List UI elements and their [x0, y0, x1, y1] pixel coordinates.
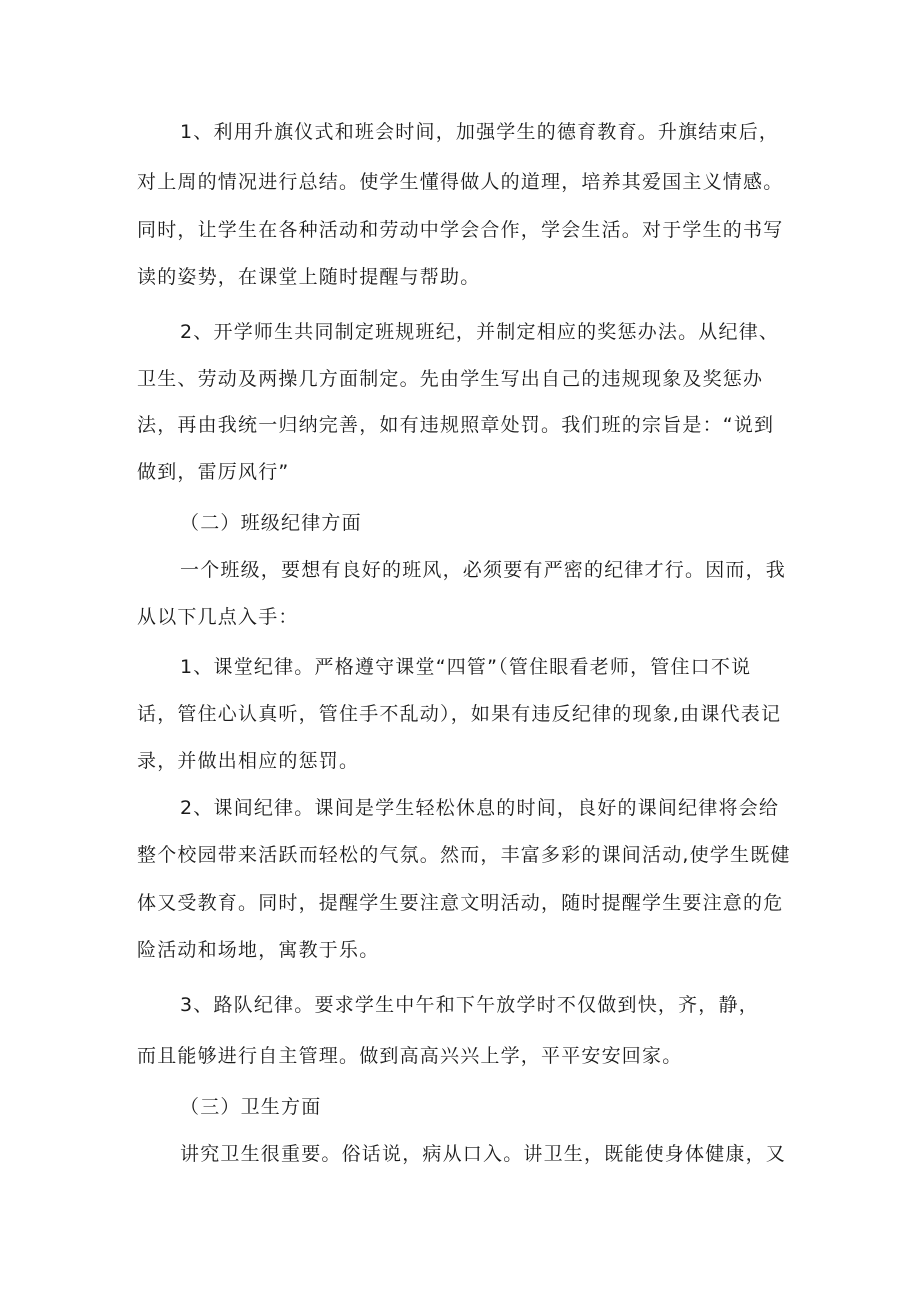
text-line: 3、路队纪律。要求学生中午和下午放学时不仅做到快，齐，静， — [180, 994, 759, 1016]
text-line: 录，并做出相应的惩罚。 — [137, 750, 360, 772]
text-line: 险活动和场地，寓教于乐。 — [137, 939, 380, 961]
text-line: 做到，雷厉风行” — [137, 461, 290, 483]
text-line: 话，管住心认真听，管住手不乱动），如果有违反纪律的现象,由课代表记 — [137, 703, 782, 725]
text-line: 1、课堂纪律。严格遵守课堂“四管”（管住眼看老师，管住口不说 — [180, 656, 752, 678]
text-line: 卫生、劳动及两操几方面制定。先由学生写出自己的违规现象及奖惩办 — [137, 368, 764, 390]
text-line: 1、利用升旗仪式和班会时间，加强学生的德育教育。升旗结束后， — [180, 121, 780, 143]
text-line: 2、课间纪律。课间是学生轻松休息的时间，良好的课间纪律将会给 — [180, 797, 780, 819]
text-line: 2、开学师生共同制定班规班纪，并制定相应的奖惩办法。从纪律、 — [180, 321, 780, 343]
text-line: 法，再由我统一归纳完善，如有违规照章处罚。我们班的宗旨是：“说到 — [137, 414, 775, 436]
text-line: 一个班级，要想有良好的班风，必须要有严密的纪律才行。因而，我 — [180, 559, 787, 581]
text-line: 而且能够进行自主管理。做到高高兴兴上学，平平安安回家。 — [137, 1045, 683, 1067]
text-line: 讲究卫生很重要。俗话说，病从口入。讲卫生，既能使身体健康，又 — [180, 1143, 787, 1165]
text-line: 体又受教育。同时，提醒学生要注意文明活动，随时提醒学生要注意的危 — [137, 892, 784, 914]
text-line: 同时，让学生在各种活动和劳动中学会合作，学会生活。对于学生的书写 — [137, 219, 784, 241]
text-line: 对上周的情况进行总结。使学生懂得做人的道理，培养其爱国主义情感。 — [137, 171, 784, 193]
section-heading: （二）班级纪律方面 — [180, 512, 362, 534]
text-line: 读的姿势，在课堂上随时提醒与帮助。 — [137, 266, 481, 288]
text-line: 从以下几点入手： — [137, 606, 299, 628]
section-heading: （三）卫生方面 — [180, 1096, 322, 1118]
text-line: 整个校园带来活跃而轻松的气氛。然而，丰富多彩的课间活动,使学生既健 — [137, 844, 791, 866]
